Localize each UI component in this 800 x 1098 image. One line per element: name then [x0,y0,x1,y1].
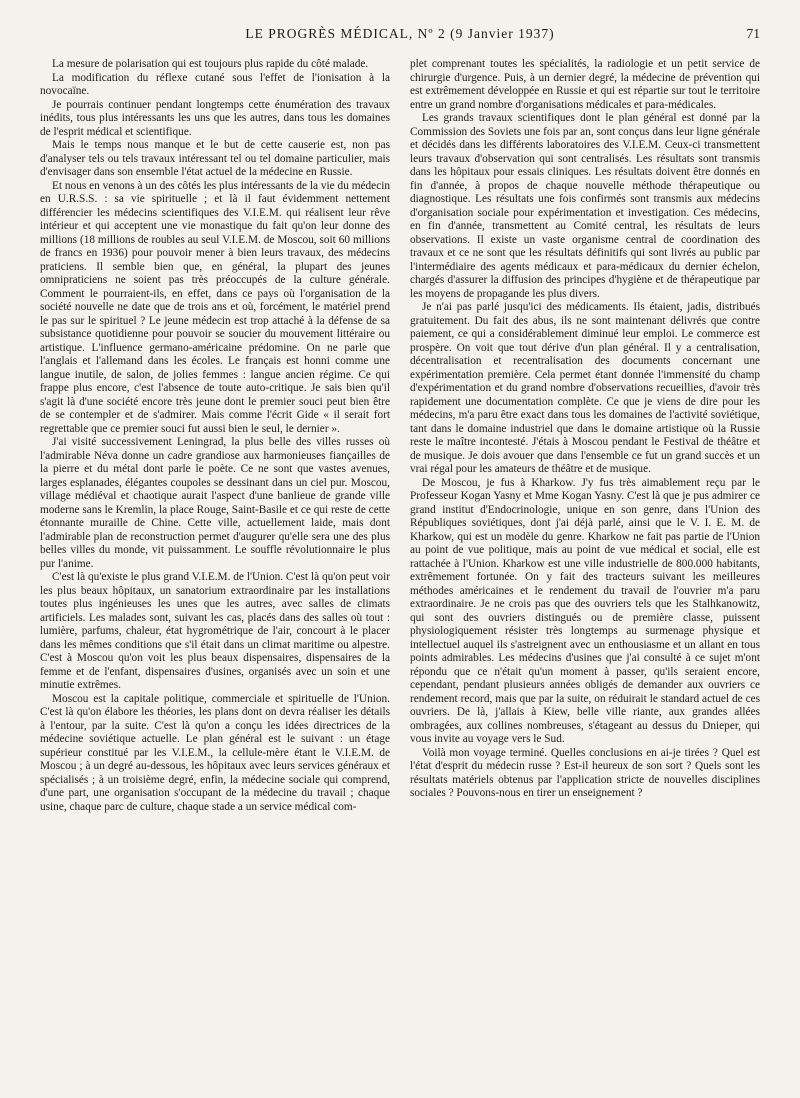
page-header [40,26,760,44]
paragraph: Les grands travaux scientifiques dont le plan général est donné par la Commission des Soviets une fois par an, sont conçus dans leur ligne générale et décidés dans les différents laboratoires des V.I.E.M. Ceux-ci transmettent leurs travaux d'observation qui sont centralisés. Les résultats sont transmis dans les hôpitaux pour essais cliniques. Les résultats doivent être donnés en fin d'année, à propos de chaque nouvelle méthode thérapeutique ou diagnostique. Les résultats une fois confirmés sont transmis aux médecins d'organisation sociale pour expérimentation et investigation. Ces médecins, en fin d'année, transmettent au Comité central, les résultats de leurs observations. Il existe un vaste organisme central de coordination des travaux et ce ne sont que les résultats définitifs qui sont livrés au public par l'intermédiaire des agents médicaux et para-médicaux du dernier échelon, chargés d'assurer la diffusion des principes d'hygiène et de thérapeutique par les moyens de propagande les plus divers. [410,112,760,300]
page-number: 71 [746,26,760,41]
running-head: LE PROGRÈS MÉDICAL, Nº 2 (9 Janvier 1937) [245,26,555,41]
paragraph: De Moscou, je fus à Kharkow. J'y fus très aimablement reçu par le Professeur Kogan Yasny et Mme Kogan Yasny. C'est là que je pus admirer ce grand institut d'Endocrinologie, unique en son genre, dans l'Union des Républiques soviétiques, dont j'ai déjà parlé, ainsi que le V. I. E. M. de Kharkow, qui est un modèle du genre. Kharkow ne fait pas partie de l'Union au point de vue politique, mais au point de vue médical et social, elle est rattachée à l'Union. Kharkow est une ville industrielle de 800.000 habitants, extrêmement fortunée. On y fait des tracteurs suivant les meilleures méthodes américaines et le rendement du travail de l'ouvrier m'a paru extraordinaire. Je ne crois pas que des ouvriers tels que les Stalhkanowitz, qui sont des ouvriers distingués ou de première classe, puissent physiologiquement résister très longtemps au surmenage physique et intellectuel auquel ils s'astreignent avec un enthousiasme et un allant en tous points admirables. Les médecins d'usines que j'ai consulté à ce sujet m'ont répondu que ce n'était qu'un moment à passer, qu'ils seraient encore, cependant, pendant plusieurs années obligés de demander aux ouvriers ce rendement record, mais que par la suite, on réduirait le standard actuel de ces ouvriers. De là, j'allais à Kiew, belle ville riante, aux grandes allées ombragées, aux collines nombreuses, s'étageant au dessus du Dnieper, qui vous invite au voyage vers le Sud. [410,476,760,745]
paragraph: C'est là qu'existe le plus grand V.I.E.M. de l'Union. C'est là qu'on peut voir les plus beaux hôpitaux, un sanatorium extraordinaire par les installations toutes plus ingénieuses les unes que les autres, avec salles de climats artificiels. Les malades sont, suivant les cas, placés dans des salles où tout : lumière, parfums, chaleur, état hygrométrique de l'air, concourt à le placer dans les mêmes conditions que s'il était dans un climat maritime ou alpestre. C'est à Moscou qu'on voit les plus beaux dispensaires, dispensaires de la femme et de l'enfant, dispensaires d'usines, organisés avec un soin et une minutie extrêmes. [40,571,390,691]
paragraph: Je n'ai pas parlé jusqu'ici des médicaments. Ils étaient, jadis, distribués gratuitement. Du fait des abus, ils ne sont maintenant délivrés que contre paiement, ce qui a considérablement diminué leur emploi. Le commerce est prospère. On voit que tout dérive d'un plan général. Il y a centralisation, décentralisation et recentralisation des documents concernant une expérimentation première. Cela permet étant donnée l'immensité du champ d'expérimentation et du grand nombre d'observations recueillies, d'avoir très rapidement une documentation complète. Ce que je viens de dire pour les médecins, m'a paru être exact dans tous les domaines de l'activité soviétique, tant dans le domaine industriel que dans le domaine artistique où la Russie reste le maître incontesté. J'étais à Moscou pendant le Festival de théâtre et de musique. Je dois avouer que dans l'ensemble ce fut un grand succès et un vrai régal pour les amateurs de théâtre et de musique. [410,301,760,475]
paragraph-continued: plet comprenant toutes les spécialités, la radiologie et un petit service de chirurgie d'urgence. Puis, à un dernier degré, la médecine de prévention qui est extrêmement développée en Russie et qui est répartie sur tout le territoire entre un grand nombre d'organisations médicales et para-médicales. [410,58,760,111]
paragraph: Je pourrais continuer pendant longtemps cette énumération des travaux inédits, tous plus intéressants les uns que les autres, dans tous les domaines de l'esprit médical et scientifique. [40,98,390,138]
article-body [40,58,760,814]
paragraph: Moscou est la capitale politique, commerciale et spirituelle de l'Union. C'est là qu'on élabore les théories, les plans dont on devra réaliser les détails à l'entour, par la suite. C'est là qu'on a conçu les idées directrices de la médecine soviétique actuelle. Le plan général est le suivant : un étage supérieur constitué par les V.I.E.M., la cellule-mère étant le V.I.E.M. de Moscou ; à un degré au-dessous, les hôpitaux avec leurs services généraux et spécialisés ; à un troisième degré, enfin, la médecine sociale qui comprend, d'une part, une organisation s'occupant de la médecine du travail ; chaque usine, chaque parc de culture, chaque stade a un service médical com- [40,692,390,813]
paragraph: La mesure de polarisation qui est toujours plus rapide du côté malade. [52,58,369,70]
paragraph: Mais le temps nous manque et le but de cette causerie est, non pas d'analyser tels ou tels travaux intéressant tel ou tel domaine particulier, mais d'envisager dans son ensemble l'état actuel de la médecine en Russie. [40,139,390,178]
paragraph: Voilà mon voyage terminé. Quelles conclusions en ai-je tirées ? Quel est l'état d'esprit du médecin russe ? Est-il heureux de son sort ? Quels sont les résultats matériels obtenus par l'application stricte de nouvelles disciplines sociales ? Pouvons-nous en tirer un enseignement ? [410,746,760,799]
paragraph: La modification du réflexe cutané sous l'effet de l'ionisation à la novocaïne. [40,71,390,97]
paragraph: Et nous en venons à un des côtés les plus intéressants de la vie du médecin en U.R.S.S. : sa vie spirituelle ; et là il faut évidemment nettement différencier les médecins scientifiques des V.I.E.M. qui réalisent leur rêve intérieur et qui acceptent une vie monastique du fait qu'on leur donne des millions (18 millions de roubles au seul V.I.E.M. de Moscou, soit 60 millions de francs en 1936) pour pouvoir mener à bien leurs travaux, des médecins praticiens. Il semble bien que, en général, la plupart des jeunes omnipraticiens ne soient pas très préoccupés de la culture générale. Comment le pourraient-ils, en effet, dans ce pays où l'organisation de la société nouvelle ne date que de trois ans et où, forcément, le matériel prend le pas sur le spirituel ? Le jeune médecin est trop attaché à la défense de sa subsistance quotidienne pour pouvoir se soucier du mouvement littéraire ou artistique. L'influence germano-américaine prédomine. On ne parle que l'anglais et l'allemand dans les écoles. Le français est honni comme une langue inutile, de salon, de jolies femmes : langue ancien régime. Ce qui frappe plus encore, c'est l'absence de toute auto-critique. Je sais bien qu'il s'agit là d'une société encore très jeune dont le premier souci peut bien être de se contempler et de s'admirer. Mais comme l'écrit Gide « il serait fort regrettable que ce premier souci fut aussi bien le seul, le dernier ». [40,179,390,435]
right-column [410,58,760,814]
paragraph: J'ai visité successivement Leningrad, la plus belle des villes russes où l'admirable Néva donne un cadre grandiose aux harmonieuses fiançailles de la pierre et du métal dont parle le poète. Ce ne sont que vastes avenues, larges esplanades, élégantes coupoles se dessinant dans un ciel pur. Moscou, village médiéval et chaotique aurait l'aspect d'une banlieue de grande ville moderne sans le Kremlin, la place Rouge, Saint-Basile et ce qui reste de cette étonnante muraille de Chine. Cette ville, actuellement laide, mais dont l'admirable plan de reconstruction permet d'augurer qu'elle sera une des plus belles villes du monde, vit puissamment. Le souffle révolutionnaire le plus pur l'anime. [40,436,390,570]
left-column [40,58,390,814]
